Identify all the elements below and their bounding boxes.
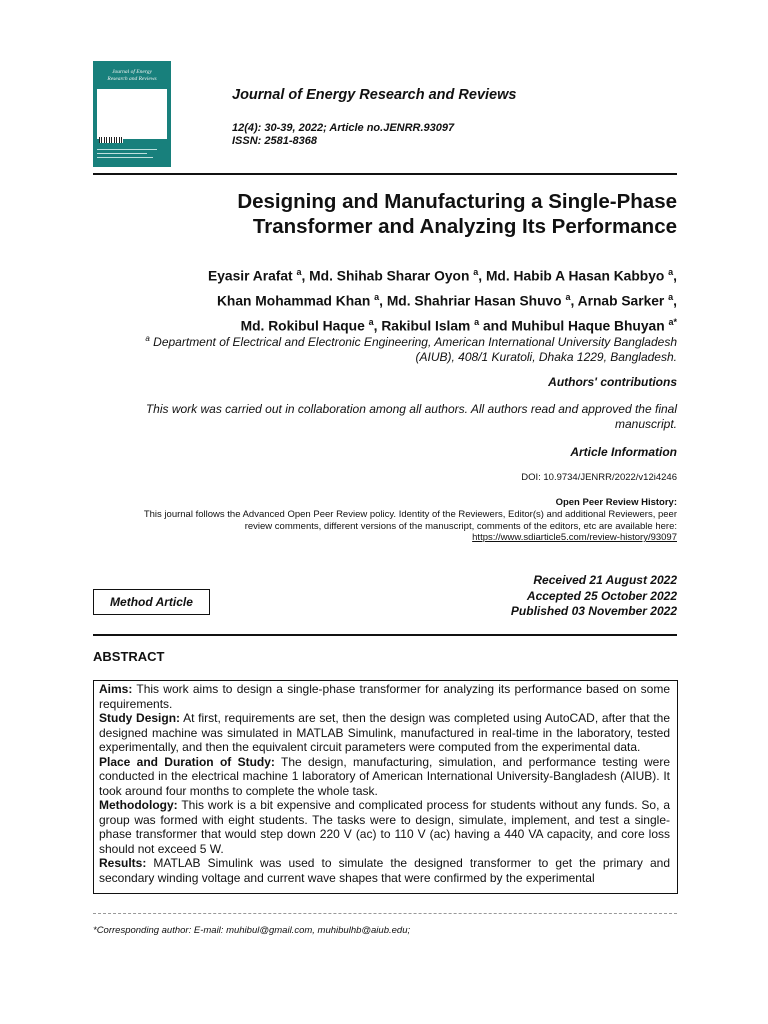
corresponding-author-footnote: *Corresponding author: E-mail: muhibul@gmail.com, muhibulhb@aiub.edu; — [93, 925, 411, 936]
accepted-date: Accepted 25 October 2022 — [526, 588, 677, 603]
author-affil-mark: a* — [668, 317, 677, 328]
header-divider — [93, 173, 677, 175]
abstract-heading: ABSTRACT — [93, 649, 165, 664]
peer-review-heading: Open Peer Review History: — [555, 497, 677, 508]
abstract-label: Study Design: — [99, 711, 181, 725]
author-name: Arnab Sarker — [577, 293, 665, 309]
cover-panel — [97, 89, 167, 139]
contributions-text: This work was carried out in collaboration among all authors. All authors read and approved the final manuscript. — [145, 402, 677, 431]
abstract-label: Place and Duration of Study: — [99, 754, 275, 769]
contributions-heading: Authors' contributions — [548, 375, 677, 389]
issue-info: 12(4): 30-39, 2022; Article no.JENRR.93097 — [232, 122, 455, 134]
doi: DOI: 10.9734/JENRR/2022/v12i4246 — [521, 472, 677, 483]
author-affil-mark: a — [668, 267, 674, 277]
author-name: Eyasir Arafat — [208, 268, 293, 284]
abstract-label: Methodology: — [99, 798, 178, 812]
affiliation-mark: a — [145, 334, 150, 343]
article-info-heading: Article Information — [570, 445, 677, 459]
author-name: Md. Shahriar Hasan Shuvo — [386, 293, 562, 309]
author-affil-mark: a — [668, 292, 674, 303]
author-line: Eyasir Arafat $^a$, Md. Shihab Sharar Oyon $^a$, Md. Habib A Hasan Kabbyo $^a$, — [208, 267, 677, 284]
author-name: Md. Habib A Hasan Kabbyo — [485, 268, 665, 284]
publication-dates — [400, 573, 677, 620]
author-affil-mark: a — [374, 292, 380, 303]
abstract-label: Results: — [99, 856, 147, 870]
abstract-section: Study Design: At first, requirements are set, then the design was completed using AutoCAD, after that the designed machine was simulated in MATLAB Simulink, manufactured in real-time in the laboratory, tested experimentally, and then the equivalent circuit parameters were computed from the experimental data. — [99, 711, 671, 754]
issn: ISSN: 2581-8368 — [232, 135, 317, 147]
abstract-divider — [93, 634, 677, 636]
author-affil-mark: a — [296, 267, 302, 277]
abstract-section: Aims: This work aims to design a single-phase transformer for analyzing its performance based on some requirements. — [99, 682, 670, 711]
peer-review-link[interactable]: https://www.sdiarticle5.com/review-history/93097 — [472, 532, 677, 543]
journal-cover-image — [93, 61, 171, 167]
cover-barcode — [99, 137, 123, 143]
affiliation: $^a$ Department of Electrical and Electronic Engineering, American International University Bangladesh (AIUB), 408/1 Kuratoli, Dhaka 1229, Bangladesh. — [145, 334, 677, 364]
cover-line — [97, 149, 157, 150]
author-affil-mark: a — [565, 292, 571, 303]
author-line: Khan Mohammad Khan $^a$, Md. Shahriar Hasan Shuvo $^a$, Arnab Sarker $^a$, — [216, 292, 677, 309]
author-name: Md. Shihab Sharar Oyon — [309, 268, 470, 284]
author-list — [100, 262, 677, 337]
abstract-section: Methodology: This work is a bit expensive and complicated process for students without any funds. So, a group was formed with eight students. The tasks were to design, simulate, implement, and test a single-phase transformer that would step down 220 V (ac) to 110 V (ac) having a 440 VA capacity, and core loss should not exceed 5 W. — [99, 798, 670, 856]
article-type-box: Method Article — [93, 589, 210, 615]
author-line: Md. Rokibul Haque $^a$, Rakibul Islam $^a$ and Muhibul Haque Bhuyan $^{a*}$ — [240, 317, 677, 334]
abstract-label: Aims: — [99, 682, 133, 696]
peer-review-text: This journal follows the Advanced Open Peer Review policy. Identity of the Reviewers, Editor(s) and additional Reviewers, peer review comments, different versions of the manuscript, comments of the editors, etc are available here: https://www.sdiarticle5.com/review-history/93097 — [143, 509, 677, 543]
abstract-box — [93, 680, 678, 894]
abstract-section: Results: MATLAB Simulink was used to simulate the designed transformer to get the primary and secondary winding voltage and current wave shapes that were confirmed by the experimental — [99, 856, 670, 885]
footnote-divider — [93, 913, 677, 914]
received-date: Received 21 August 2022 — [533, 573, 677, 587]
cover-title: Journal of Energy Research and Reviews — [107, 69, 157, 82]
journal-name: Journal of Energy Research and Reviews — [232, 87, 517, 103]
paper-title: Designing and Manufacturing a Single-Phase Transformer and Analyzing Its Performance — [237, 190, 677, 238]
author-affil-mark: a — [368, 317, 374, 328]
abstract-section: Place and Duration of Study: The design, manufacturing, simulation, and performance testing were conducted in the electrical machine 1 laboratory of American International University-Bangladesh (AIUB). It took around four months to complete the whole task. — [99, 754, 670, 798]
author-name: Rakibul Islam — [381, 318, 471, 334]
published-date: Published 03 November 2022 — [510, 604, 677, 618]
cover-line — [97, 157, 153, 158]
author-affil-mark: a — [473, 267, 479, 277]
author-name: Md. Rokibul Haque — [240, 318, 365, 334]
author-name: Muhibul Haque Bhuyan — [511, 318, 665, 334]
cover-line — [97, 153, 147, 154]
author-affil-mark: a — [474, 317, 480, 328]
author-name: Khan Mohammad Khan — [216, 293, 371, 309]
